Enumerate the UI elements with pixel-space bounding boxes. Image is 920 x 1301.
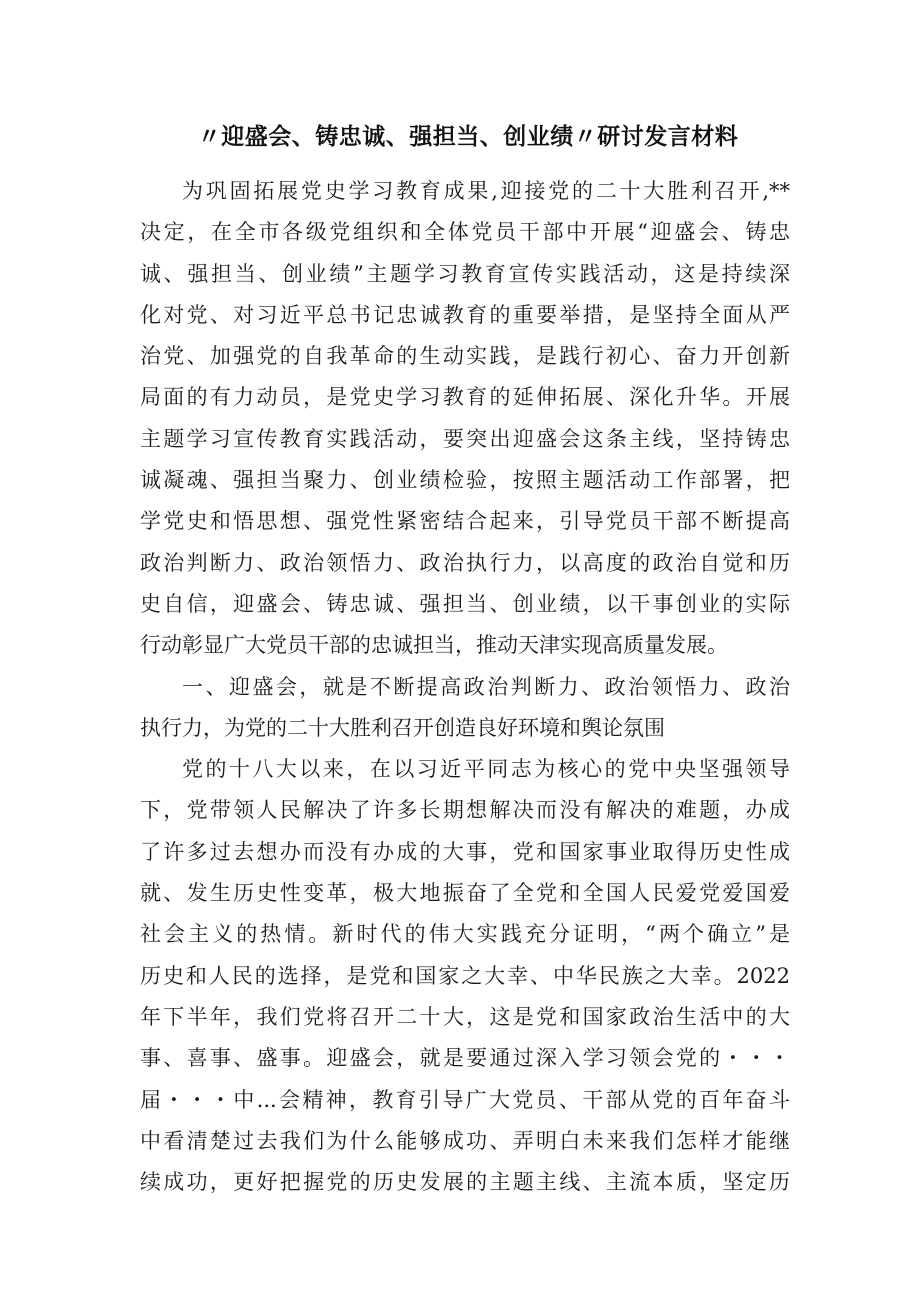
text-line: 决定，在全市各级党组织和全体党员干部中开展“迎盛会、铸忠 — [140, 220, 790, 245]
document-title: 〃迎盛会、铸忠诚、强担当、创业绩〃研讨发言材料 — [197, 124, 739, 150]
text-line: 事、喜事、盛事。迎盛会，就是要通过深入学习领会党的・・・ — [140, 1046, 790, 1071]
text-line: 为巩固拓展党史学习教育成果,迎接党的二十大胜利召开,** — [182, 179, 790, 203]
text-line: 历史和人民的选择，是党和国家之大幸、中华民族之大幸。2022 — [140, 963, 790, 988]
text-line: 执行力，为党的二十大胜利召开创造良好环境和舆论氛围 — [140, 715, 665, 740]
text-line: 社会主义的热情。新时代的伟大实践充分证明，“两个确立”是 — [140, 922, 790, 947]
text-line: 史自信，迎盛会、铸忠诚、强担当、创业绩，以干事创业的实际 — [140, 591, 790, 616]
text-line: 届・・・中...会精神，教育引导广大党员、干部从党的百年奋斗 — [140, 1087, 790, 1112]
text-line: 行动彰显广大党员干部的忠诚担当，推动天津实现高质量发展。 — [140, 633, 728, 658]
text-line: 治党、加强党的自我革命的生动实践，是践行初心、奋力开创新 — [140, 344, 790, 369]
text-line: 党的十八大以来，在以习近平同志为核心的党中央坚强领导 — [182, 757, 790, 782]
text-line: 学党史和悟思想、强党性紧密结合起来，引导党员干部不断提高 — [140, 509, 790, 534]
text-line: 主题学习宣传教育实践活动，要突出迎盛会这条主线，坚持铸忠 — [140, 426, 790, 451]
text-line: 下，党带领人民解决了许多长期想解决而没有解决的难题，办成 — [140, 798, 790, 823]
text-line: 诚凝魂、强担当聚力、创业绩检验，按照主题活动工作部署，把 — [140, 468, 790, 493]
text-line: 中看清楚过去我们为什么能够成功、弄明白未来我们怎样才能继 — [140, 1128, 790, 1153]
text-line: 局面的有力动员，是党史学习教育的延伸拓展、深化升华。开展 — [140, 385, 790, 410]
text-line: 诚、强担当、创业绩”主题学习教育宣传实践活动，这是持续深 — [140, 261, 790, 286]
text-line: 化对党、对习近平总书记忠诚教育的重要举措，是坚持全面从严 — [140, 302, 790, 327]
document-body — [140, 171, 790, 1203]
text-line: 政治判断力、政治领悟力、政治执行力，以高度的政治自觉和历 — [140, 550, 790, 575]
text-line: 续成功，更好把握党的历史发展的主题主线、主流本质，坚定历 — [140, 1170, 790, 1195]
text-line: 一、迎盛会，就是不断提高政治判断力、政治领悟力、政治 — [182, 674, 790, 699]
text-line: 了许多过去想办而没有办成的大事，党和国家事业取得历史性成 — [140, 839, 790, 864]
text-line: 就、发生历史性变革，极大地振奋了全党和全国人民爱党爱国爱 — [140, 881, 790, 906]
text-line: 年下半年，我们党将召开二十大，这是党和国家政治生活中的大 — [140, 1004, 790, 1029]
